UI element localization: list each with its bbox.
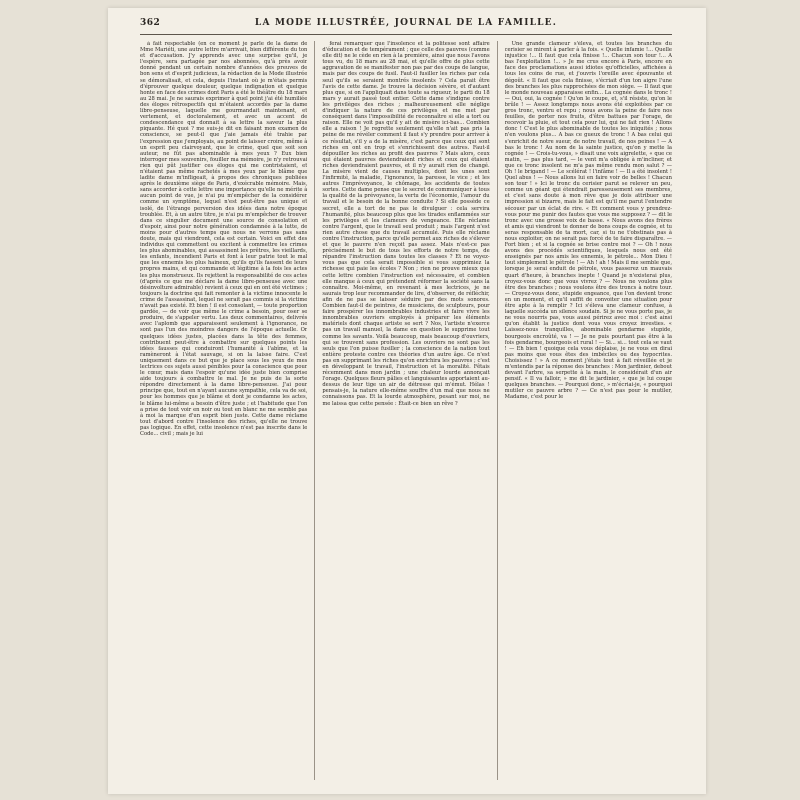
newspaper-page (108, 8, 706, 794)
column-right (505, 41, 672, 780)
column-left (140, 41, 307, 780)
column-divider (314, 41, 315, 780)
page-header (140, 16, 672, 35)
column-middle (322, 41, 489, 780)
column-right-text: Une grande clameur s'éleva, et toutes les branches du cerisier se mirent à parler à la fois. « Quelle infamie !... Quelle injustice !... Il faut que cela finisse !... Chacun son tour !... A bas l'exploitation !... » Je me crus encore à Paris, encore en face des proclamations aussi idiotes qu'officielles, affichées à tous les coins de rue, et j'ouvris l'oreille avec épouvante et dégoût. « Il faut que cela finisse, s'écriait d'un ton aigre l'une des branches les plus rapprochées de mon siège. — Il faut que le monde nouveau apparaisse enfin... La cognée dans le tronc ! — Oui, oui, la cognée ! Qu'on le coupe, et, s'il résiste, qu'on le brûle ! — Assez longtemps nous avons été exploitées par ce gros tronc, ventru et repu ; nous avons la peine de faire nos feuilles, de porter nos fruits, d'être battues par l'orage, de recevoir la pluie, et tout cela pour lui, qui ne fait rien ! Allons donc ! C'est le plus abominable de toutes les iniquités ; nous n'en voulons plus... A bas ce gueux de tronc ! A bas celui qui s'enrichit de notre sueur, de notre travail, de nos peines ! — A bas le tronc ! Au nom de la sainte justice, qu'on y mette la cognée ! — Crois-tu-vous, » disait une voix aigrelette, « que ce matin, — pas plus tard, — le vent m'a obligée à m'incliner, et que ce tronc insolent ne m'a pas même rendu mon salut ? — Oh ! le brigand ! — Le scélérat ! l'infâme ! — Il a été insolent ! Quel abus ! — Nous allons lui en faire voir de belles ! Chacun son tour ! » Ici le tronc du cerisier parut se relever un peu, comme un géant qui étendrait paresseusement ses membres, et c'est sans doute à mon rêve que je dois attribuer une impression si bizarre, mais le fait est qu'il me parut l'entendre sécouer par un éclat de rire. « Et comment vous y prendrez-vous pour me punir des fautes que vous me supposez ? — dit le tronc avec une grosse voix de basse. « Nous avons des frères et amis qui viendront te donner de bons coups de cognée, et tu seras responsable de ta mort, car, si tu ne t'obstinais pas à nous exploiter, on ne serait pas forcé de te faire disparaître. — Fort bien ; et si la cognée se brise contre moi ? — Oh ! nous avons des procédés scientifiques, lesquels nous ont été enseignés par nos amis les ennemis, le pétrole... Mon Dieu ! tout simplement le pétrole ! — Ah ! ah ! Mais il me semble que, lorsque je serai enduit de pétrole, vous passerez un mauvais quart d'heure, à branches inepte ! Quand je n'existerai plus, croyez-vous donc que vous vivrez ? — Nous ne voulons plus être des branches ; nous voulons être des troncs à notre tour. — Croyez-vous donc, stupide engeance, que l'on devient tronc en un moment, et qu'il suffit de convoiter une situation pour être apte à la remplir ? Ici s'éleva une clameur confuse, à laquelle succéda un silence soudain. Si je ne vous porte pas, je ne vous nourris pas, vous aussi périrez avec moi : c'est ainsi qu'on établit la justice dont vous vous croyez investies. « Laissez-nous tranquilles, abominable gendarme stupide, bourgeois encroûté, va ! — Je ne puis pourtant pas être à la fois gendarme, bourgeois et rural ! — Si... si... tout cela se vaut ! — Eh bien ! quoique cela vous déplaise, je ne vous en dirai pas moins que vous êtes des imbéciles ou des hypocrites. Choisissez ! » A ce moment j'étais tout à fait réveillée et je m'entendis par la réponse des branches : Mon jardinier, debout devant l'arbre, sa serpette à la main, le considérait d'un air pensif. « Il va falloir, » me dit le jardinier, « que je lui coupe quelques branches. — Pourquoi donc, » m'écriai-je, « pourquoi mutiler ce pauvre arbre ? — Ce n'est pas pour le mutiler, Madame, c'est pour le (504, 41, 672, 401)
column-middle-text: ferai remarquer que l'insolence et la politesse sont affaire d'éducation et de tempérament ; que celle des pauvres (comme elle dit) ne le cède en rien à la première, ainsi que nous l'avons tous vu, du 18 mars au 28 mai, et qu'elle offre de plus cette aggravation de se manifester non pas par des coups de langue, mais par des coups de fusil. Faut-il fusiller les riches par cela seul qu'ils se seraient montrés insolents ? Cela parait être l'avis de cette dame. Je trouve la décision sévère, et d'autant plus que, si on l'appliquait dans toute sa rigueur, le parti du 18 mars y aurait passé tout entier. Cette dame s'indigne contre les privilèges des riches ; malheureusement elle néglige d'indiquer la nature de ces privilèges et me met par conséquent dans l'impossibilité de reconnaître si elle a tort ou raison. Elle ne voit pas qu'il y ait de misère ici-bas... Combien elle a raison ! Je regrette seulement qu'elle n'ait pas pris la peine de me révéler comment il faut s'y prendre pour arriver à ce résultat, s'il y a de la misère, c'est parce que ceux qui sont riches en ont en trop et s'enrichissent des autres. Faut-il dépouiller les riches au profit des pauvres ? Mais alors, ceux qui étaient pauvres deviendraient riches et ceux qui étaient riches deviendraient pauvres, et il n'y aurait rien de changé. La misère vient de causes multiples, dont les unes sont l'infirmité, la maladie, l'ignorance, la paresse, le vice ; et les autres l'imprévoyance, le chômage, les accidents de toutes sortes. Cette dame pense que le secret de communiquer à tous la qualité de la prévoyance, la vertu de l'économie, l'amour du travail et le besoin de la bonne conduite ? Si elle possède ce secret, elle a tort de ne pas le divulguer : cela servira l'humanité, plus beaucoup plus que les tirades enflammées sur les privilèges et les clameurs de vengeance. Elle réclame contre l'argent, que le travail seul produit ; mais l'argent n'est rien autre chose que du travail accumulé. Puis elle réclame contre l'instruction, parce qu'elle permet aux riches de s'élever et que le pauvre n'en reçoit pas assez. Mais n'est-ce pas précisément le but de tous les efforts de notre temps, de répandre l'instruction dans toutes les classes ? Et ne voyez-vous pas que cela serait impossible si vous supprimiez la richesse qui paie les écoles ? Non ; rien ne prouve mieux que cette lettre combien l'instruction est nécessaire, et combien elle manque à ceux qui prétendent réformer la société sans la connaître. Moi-même, en revenant à mes lectrices, je ne saurais trop leur recommander de lire, d'observer, de réfléchir, afin de ne pas se laisser séduire par des mots sonores. Combien faut-il de peintres, de musiciens, de sculpteurs, pour faire prospérer les innombrables industries et faire vivre les innombrables ouvriers employés à préparer les éléments matériels dont chaque artiste se sert ? Nos, l'artiste n'exerce pas un travail manuel, la dame en question le supprime tout comme les savants. Voilà beaucoup, mais beaucoup d'ouvriers, qui se trouvent sans profession. Les ouvriers ne sont pas les seuls que l'on puisse fusiller ; la conscience de la nation tout entière proteste contre ces théories d'un autre âge. Ce n'est pas en supprimant les riches qu'on enrichira les pauvres ; c'est en développant le travail, l'instruction et la moralité. Fêtais récemment dans mon jardin ; une chaleur lourde annonçait l'orage. Quelques fleurs pâlies et languissantes apportaient au-dessus de leur tige un air de détresse qui m'émut. Hélas ! pensais-je, la nature elle-même souffre d'un mal que nous ne connaissons pas. Et la lourde atmosphère, pesant sur moi, ne me laissa que cette pensée : Était-ce bien un rêve ? (322, 41, 490, 407)
page-number: 362 (140, 18, 161, 28)
text-columns (140, 41, 672, 780)
column-divider (497, 41, 498, 780)
column-left-text: à fait respectable (en ce moment je parle de la dame de Mme Mariéti, une autre lettre m'arrivait, bien différente du ton et d'accusation. J'y apprends avec une surprise qu'il, je l'espère, sera partagée par nos abonnées, qu'à près avoir donné pendant un certain nombre d'années des preuves de bon sens et d'esprit judicieux, la rédaction de la Mode illustrée se démoralisait, et cela, depuis l'instant où je m'étais permis d'éprouver quelque douleur, quelque indignation et quelque honte en face des crimes dont Paris a été le théâtre du 18 mars au 28 mai. Je ne saurais exprimer à quel point j'ai été humiliée des éloges rétrospectifs qui m'étaient accordés par la dame libre-penseuse, laquelle me gourmandait maintenant, et vertement, et doctoralement, et avec un accent de condescendance qui donnait à sa lettre la saveur la plus piquante. Hé quoi ? me suis-je dit en faisant mon examen de conscience, se peut-il que j'aie jamais été trahie par l'expression que j'employais, au point de laisser croire, même à un esprit peu clairvoyant, que le crime, quel que soit son auteur, ne fût pas abominable à mes yeux ? Eux bien interroger mes souvenirs, fouiller ma mémoire, je n'y retrouvai rien qui pût justifier ces éloges qui me contristaient, et n'étaient pas même rachetés à mes yeux par le blâme que ladite dame m'infligeait, à propos des chroniques publiées après le deuxième siège de Paris, d'exécrable mémoire. Mais, sans accorder à cette lettre une importance qu'elle ne mérite à aucun point de vue, je n'ai pu m'empêcher de la considérer comme un symptôme, lequel n'est peut-être pas unique et isolé, de l'étrange perversion des idées dans notre époque troublée. Et, à un autre titre, je n'ai pu m'empêcher de trouver dans ce singulier document une source de consolation et d'espoir, ainsi pour notre génération condamnée à la lutte, de moins pour d'autres temps que nous ne verrons pas sans doute, mais qui viendront, cela est certain. Voici en effet des individus qui commettent ou excitent à commettre les crimes les plus abominables, qui assassinent les prêtres, les vieillards, les enfants, incendient Paris et font à leur patrie tout le mal que les ennemis les plus haineux, qu'ils qu'ils fassent de leurs propres mains, et qui commande et légitime à la fois les actes les plus monstrueux. Ils rejettent la responsabilité de ces actes (d'après ce que me déclare la dame libre-penseuse avec une désinvolture admirable) revient à ceux qui en ont été victimes ; toujours la doctrine qui fait remonter à la victime innocente le crime de l'assassinat, lequel ne serait pas commis si la victime n'avait pas existé. Et bien ! il est consolant, — toute proportion gardée, — de voir que même le crime a besoin, pour oser se produire, de s'appeler vertu. Les deux commentaires, delivrés avec l'aplomb que apparaissent seulement à l'ignorance, ne sont pas l'un des moindres dangers de l'époque actuelle. Or quelques idées justes, placées dans la tête des femmes, contribuent peut-être à combattre sur quelques points les idées fausses qui conduiront l'humanité à l'abîme, et la ramèneront à l'état sauvage, si on la laisse faire. C'est uniquement dans ce but que je place sous les yeux de mes lectrices ces sujets aussi pénibles pour la conscience que pour le cœur, mais dans l'espoir qu'une idée juste bien comprise aide toujours à combattre le mal. Je ne puis de la sorte répondre directement à la dame libre-penseuse. J'ai pour principe que, tout en n'ayant aucune sympathie, cela va de soi, pour les hommes que je blâme et dont je condamne les actes, le blâme lui-même a besoin d'être juste ; et l'habitude que l'on a prise de tout voir en noir ou tout en blanc ne me semble pas à moi la marque d'un esprit bien juste. Cette dame réclame tout d'abord contre l'insolence des riches, qu'elle ne trouve pas logique. En effet, cette insolence n'est pas inscrite dans le Code... civil ; mais je lui (140, 41, 308, 437)
running-title: LA MODE ILLUSTRÉE, JOURNAL DE LA FAMILLE. (254, 18, 558, 28)
